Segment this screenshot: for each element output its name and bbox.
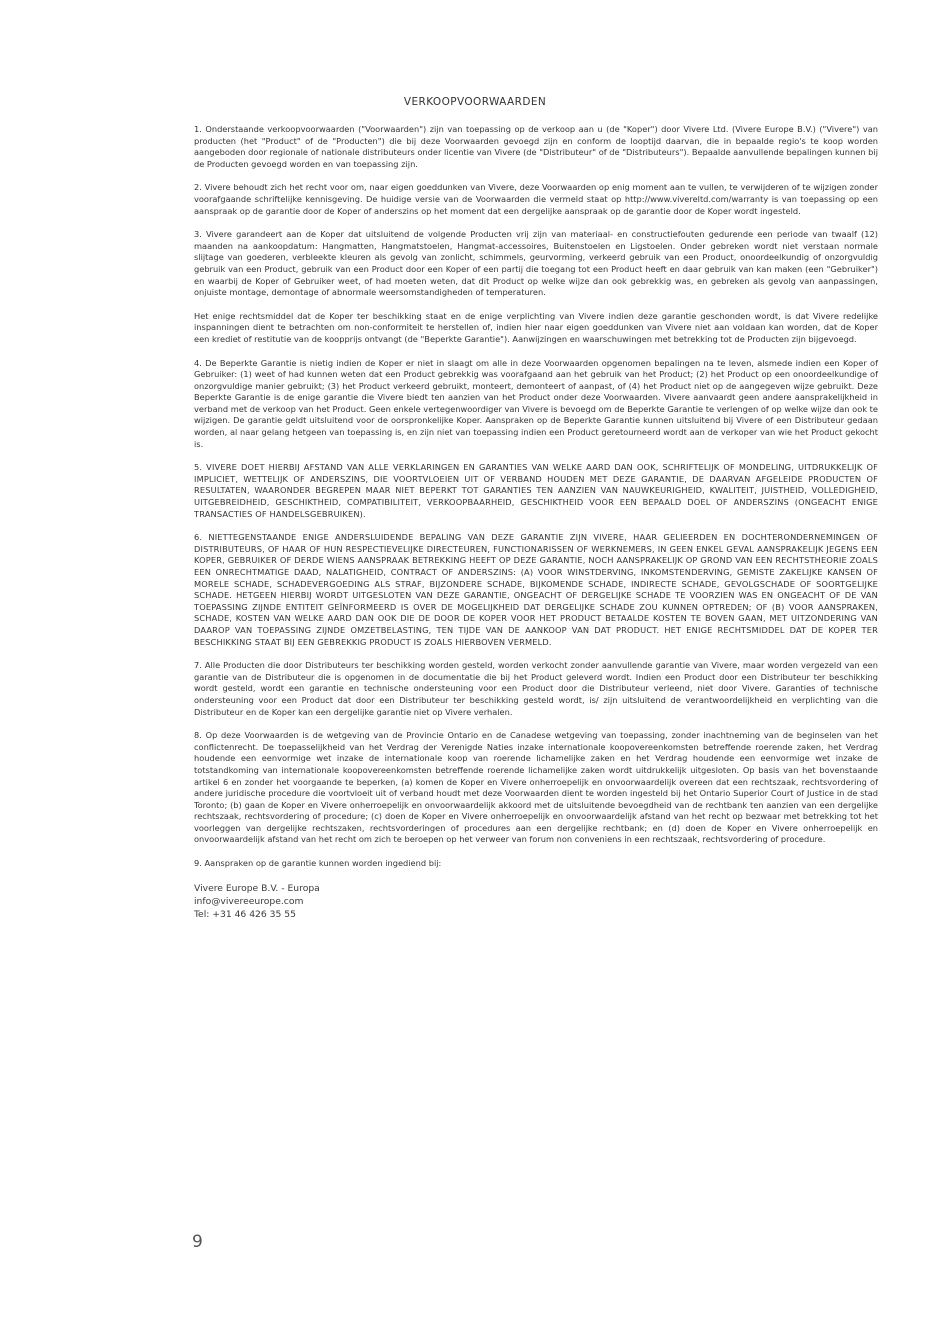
paragraph-3-remedy: Het enige rechtsmiddel dat de Koper ter beschikking staat en de enige verplichting van Vivere indien deze garantie geschonden wordt, is dat Vivere redelijke inspanningen dient te betrachten om non-conformiteit te herstellen of, indien hier naar eigen goeddunken van Vivere niet aan voldaan kan worden, dat de Koper een krediet of restitutie van de koopprijs ontvangt (de "Beperkte Garantie"). Aanwijzingen en waarschuwingen met betrekking tot de Producten zijn bijgevoegd. — [194, 310, 878, 344]
paragraph-2: 2. Vivere behoudt zich het recht voor om, naar eigen goeddunken van Vivere, deze Voorwaarden op enig moment aan te vullen, te verwijderen of te wijzigen zonder voorafgaande schriftelijke kennisgeving. De huidige versie van de Voorwaarden die vermeld staat op http://www.vivereltd.com/warranty is van toepassing op een aanspraak op de garantie door de Koper of anderszins op het moment dat een dergelijke aanspraak op de garantie door de Koper wordt ingesteld. — [194, 182, 878, 216]
contact-phone: Tel: +31 46 426 35 55 — [194, 909, 296, 921]
page-number: 9 — [192, 1232, 203, 1252]
paragraph-9: 9. Aanspraken op de garantie kunnen worden ingediend bij: — [194, 858, 442, 869]
paragraph-3: 3. Vivere garandeert aan de Koper dat uitsluitend de volgende Producten vrij zijn van materiaal- en constructiefouten gedurende een periode van twaalf (12) maanden na aankoopdatum: Hangmatten, Hangmatstoelen, Hangmat-accessoires, Buitenstoelen en Ligstoelen. Onder gebreken wordt niet verstaan normale slijtage van goederen, verbleekte kleuren als gevolg van zonlicht, schimmels, geurvorming, verkeerd gebruik van een Product, onoordeelkundig of onzorgvuldig gebruik van een Product, gebruik van een Product door een Koper of een partij die toegang tot een Product heeft en daar gebruik van kan maken (een "Gebruiker") en waarbij de Koper of Gebruiker weet, of had moeten weten, dat dit Product op welke wijze dan ook gebrekkig was, en gebreken als gevolg van aanpassingen, onjuiste montage, demontage of abnormale weersomstandigheden of temperaturen. — [194, 229, 878, 298]
paragraph-8: 8. Op deze Voorwaarden is de wetgeving van de Provincie Ontario en de Canadese wetgeving van toepassing, zonder inachtneming van de beginselen van het conflictenrecht. De toepasselijkheid van het Verdrag der Verenigde Naties inzake internationale koopovereenkomsten betreffende roerende zaken, het Verdrag houdende een eenvormige wet inzake de internationale koop van roerende lichamelijke zaken en het Verdrag houdende een eenvormige wet inzake de totstandkoming van internationale koopovereenkomsten betreffende roerende lichamelijke zaken wordt uitdrukkelijk uitgesloten. Op basis van het bovenstaande artikel 6 en zonder het voorgaande te beperken, (a) komen de Koper en Vivere onherroepelijk en onvoorwaardelijk overeen dat een rechtszaak, rechtsvordering of andere juridische procedure die voortvloeit uit of verband houdt met deze Voorwaarden dient te worden ingesteld bij het Ontario Superior Court of Justice in de stad Toronto; (b) gaan de Koper en Vivere onherroepelijk en onvoorwaardelijk akkoord met de uitsluitende bevoegdheid van de rechtbank ten aanzien van een dergelijke rechtszaak, rechtsvordering of procedure; (c) doen de Koper en Vivere onherroepelijk en onvoorwaardelijk afstand van het recht op bezwaar met betrekking tot het voorleggen van dergelijke rechtszaken, rechtsvorderingen of procedures aan een dergelijke rechtbank; en (d) doen de Koper en Vivere onherroepelijk en onvoorwaardelijk afstand van het recht om zich te beroepen op het verweer van forum non conveniens in een rechtszaak, rechtsvordering of procedure. — [194, 730, 878, 845]
paragraph-7: 7. Alle Producten die door Distributeurs ter beschikking worden gesteld, worden verkocht zonder aanvullende garantie van Vivere, maar worden vergezeld van een garantie van de Distributeur die is opgenomen in de documentatie die bij het Product geleverd wordt. Indien een Product door een Distributeur ter beschikking wordt gesteld, wordt een garantie en technische ondersteuning voor een Product door die Distributeur verleend, niet door Vivere. Garanties of technische ondersteuning voor een Product dat door een Distributeur ter beschikking gesteld wordt, is/ zijn uitsluitend de verantwoordelijkheid en verplichting van die Distributeur en de Koper kan een dergelijke garantie niet op Vivere verhalen. — [194, 660, 878, 717]
contact-company: Vivere Europe B.V. - Europa — [194, 882, 320, 894]
terms-body — [194, 124, 878, 921]
page-title: VERKOOPVOORWAARDEN — [403, 96, 547, 108]
contact-block — [194, 882, 878, 922]
contact-email: info@vivereeurope.com — [194, 895, 304, 907]
paragraph-5: 5. VIVERE DOET HIERBIJ AFSTAND VAN ALLE VERKLARINGEN EN GARANTIES VAN WELKE AARD DAN OOK, SCHRIFTELIJK OF MONDELING, UITDRUKKELIJK OF IMPLICIET, WETTELIJK OF ANDERSZINS, DIE VOORTVLOEIEN UIT OF VERBAND HOUDEN MET DEZE GARANTIE, DE DAARVAN AFGELEIDE PRODUCTEN OF RESULTATEN, WAARONDER BEGREPEN MAAR NIET BEPERKT TOT GARANTIES TEN AANZIEN VAN NAUWKEURIGHEID, KWALITEIT, JUISTHEID, VOLLEDIGHEID, UITGEBREIDHEID, GESCHIKTHEID, COMPATIBILITEIT, VERKOOPBAARHEID, GESCHIKTHEID VOOR EEN BEPAALD DOEL OF ANDERSZINS (ONGEACHT ENIGE TRANSACTIES OF HANDELSGEBRUIKEN). — [194, 462, 878, 519]
paragraph-1: 1. Onderstaande verkoopvoorwaarden ("Voorwaarden") zijn van toepassing op de verkoop aan u (de "Koper") door Vivere Ltd. (Vivere Europe B.V.) ("Vivere") van producten (het "Product" of de "Producten") die bij deze Voorwaarden gevoegd zijn en conform de looptijd daarvan, die in bepaalde regio's te koop worden aangeboden door regionale of nationale distributeurs onder licentie van Vivere (de "Distributeur" of de "Distributeurs"). Bepaalde aanvullende bepalingen kunnen bij de Producten gevoegd worden en van toepassing zijn. — [194, 124, 878, 169]
paragraph-4: 4. De Beperkte Garantie is nietig indien de Koper er niet in slaagt om alle in deze Voorwaarden opgenomen bepalingen na te leven, alsmede indien een Koper of Gebruiker: (1) weet of had kunnen weten dat een Product gebrekkig was voorafgaand aan het gebruik van het Product; (2) het Product op een onoordeelkundige of onzorgvuldige manier gebruikt; (3) het Product verkeerd gebruikt, monteert, demonteert of aanpast, of (4) het Product niet op de aangegeven wijze gebruikt. Deze Beperkte Garantie is de enige garantie die Vivere biedt ten aanzien van het Product onder deze Voorwaarden. Vivere aanvaardt geen andere aansprakelijkheid in verband met de verkoop van het Product. Geen enkele vertegenwoordiger van Vivere is bevoegd om de Beperkte Garantie te verlengen of op welke wijze dan ook te wijzigen. De garantie geldt uitsluitend voor de oorspronkelijke Koper. Aanspraken op de Beperkte Garantie kunnen uitsluitend bij Vivere of een Distributeur gedaan worden, al naar gelang hetgeen van toepassing is, en zijn niet van toepassing indien een Product geretourneerd wordt aan de verkoper van wie het Product gekocht is. — [194, 357, 878, 449]
paragraph-6: 6. NIETTEGENSTAANDE ENIGE ANDERSLUIDENDE BEPALING VAN DEZE GARANTIE ZIJN VIVERE, HAAR GELIEERDEN EN DOCHTERONDERNEMINGEN OF DISTRIBUTEURS, OF HAAR OF HUN RESPECTIEVELIJKE DIRECTEUREN, FUNCTIONARISSEN OF WERKNEMERS, IN GEEN ENKEL GEVAL AANSPRAKELIJK JEGENS EEN KOPER, GEBRUIKER OF DERDE WIENS AANSPRAAK BETREKKING HEEFT OP DEZE GARANTIE, NOCH AANSPRAKELIJK OP GROND VAN EEN RECHTSTHEORIE ZOALS EEN ONRECHTMATIGE DAAD, NALATIGHEID, CONTRACT OF ANDERSZINS: (A) VOOR WINSTDERVING, INKOMSTENDERVING, GEMISTE ZAKELIJKE KANSEN OF MORELE SCHADE, SCHADEVERGOEDING ALS STRAF, BIJZONDERE SCHADE, BIJKOMENDE SCHADE, INDIRECTE SCHADE, GEVOLGSCHADE OF SOORTGELIJKE SCHADE. HETGEEN HIERBIJ WORDT UITGESLOTEN VAN DEZE GARANTIE, ONGEACHT OF DERGELIJKE SCHADE TE VOORZIEN WAS EN ONGEACHT OF DE VAN TOEPASSING ZIJNDE ENTITEIT GEÏNFORMEERD IS OVER DE MOGELIJKHEID DAT DERGELIJKE SCHADE ZOU KUNNEN OPTREDEN; OF (B) VOOR AANSPRAKEN, SCHADE, KOSTEN VAN WELKE AARD DAN OOK DIE DE DOOR DE KOPER VOOR HET PRODUCT BETAALDE KOSTEN TE BOVEN GAAN, MET UITZONDERING VAN DAAROP VAN TOEPASSING ZIJNDE OMZETBELASTING, TEN TIJDE VAN DE AANKOOP VAN DAT PRODUCT. HET ENIGE RECHTSMIDDEL DAT DE KOPER TER BESCHIKKING STAAT BIJ EEN GEBREKKIG PRODUCT IS ZOALS HIERBOVEN VERMELD. — [194, 532, 878, 647]
